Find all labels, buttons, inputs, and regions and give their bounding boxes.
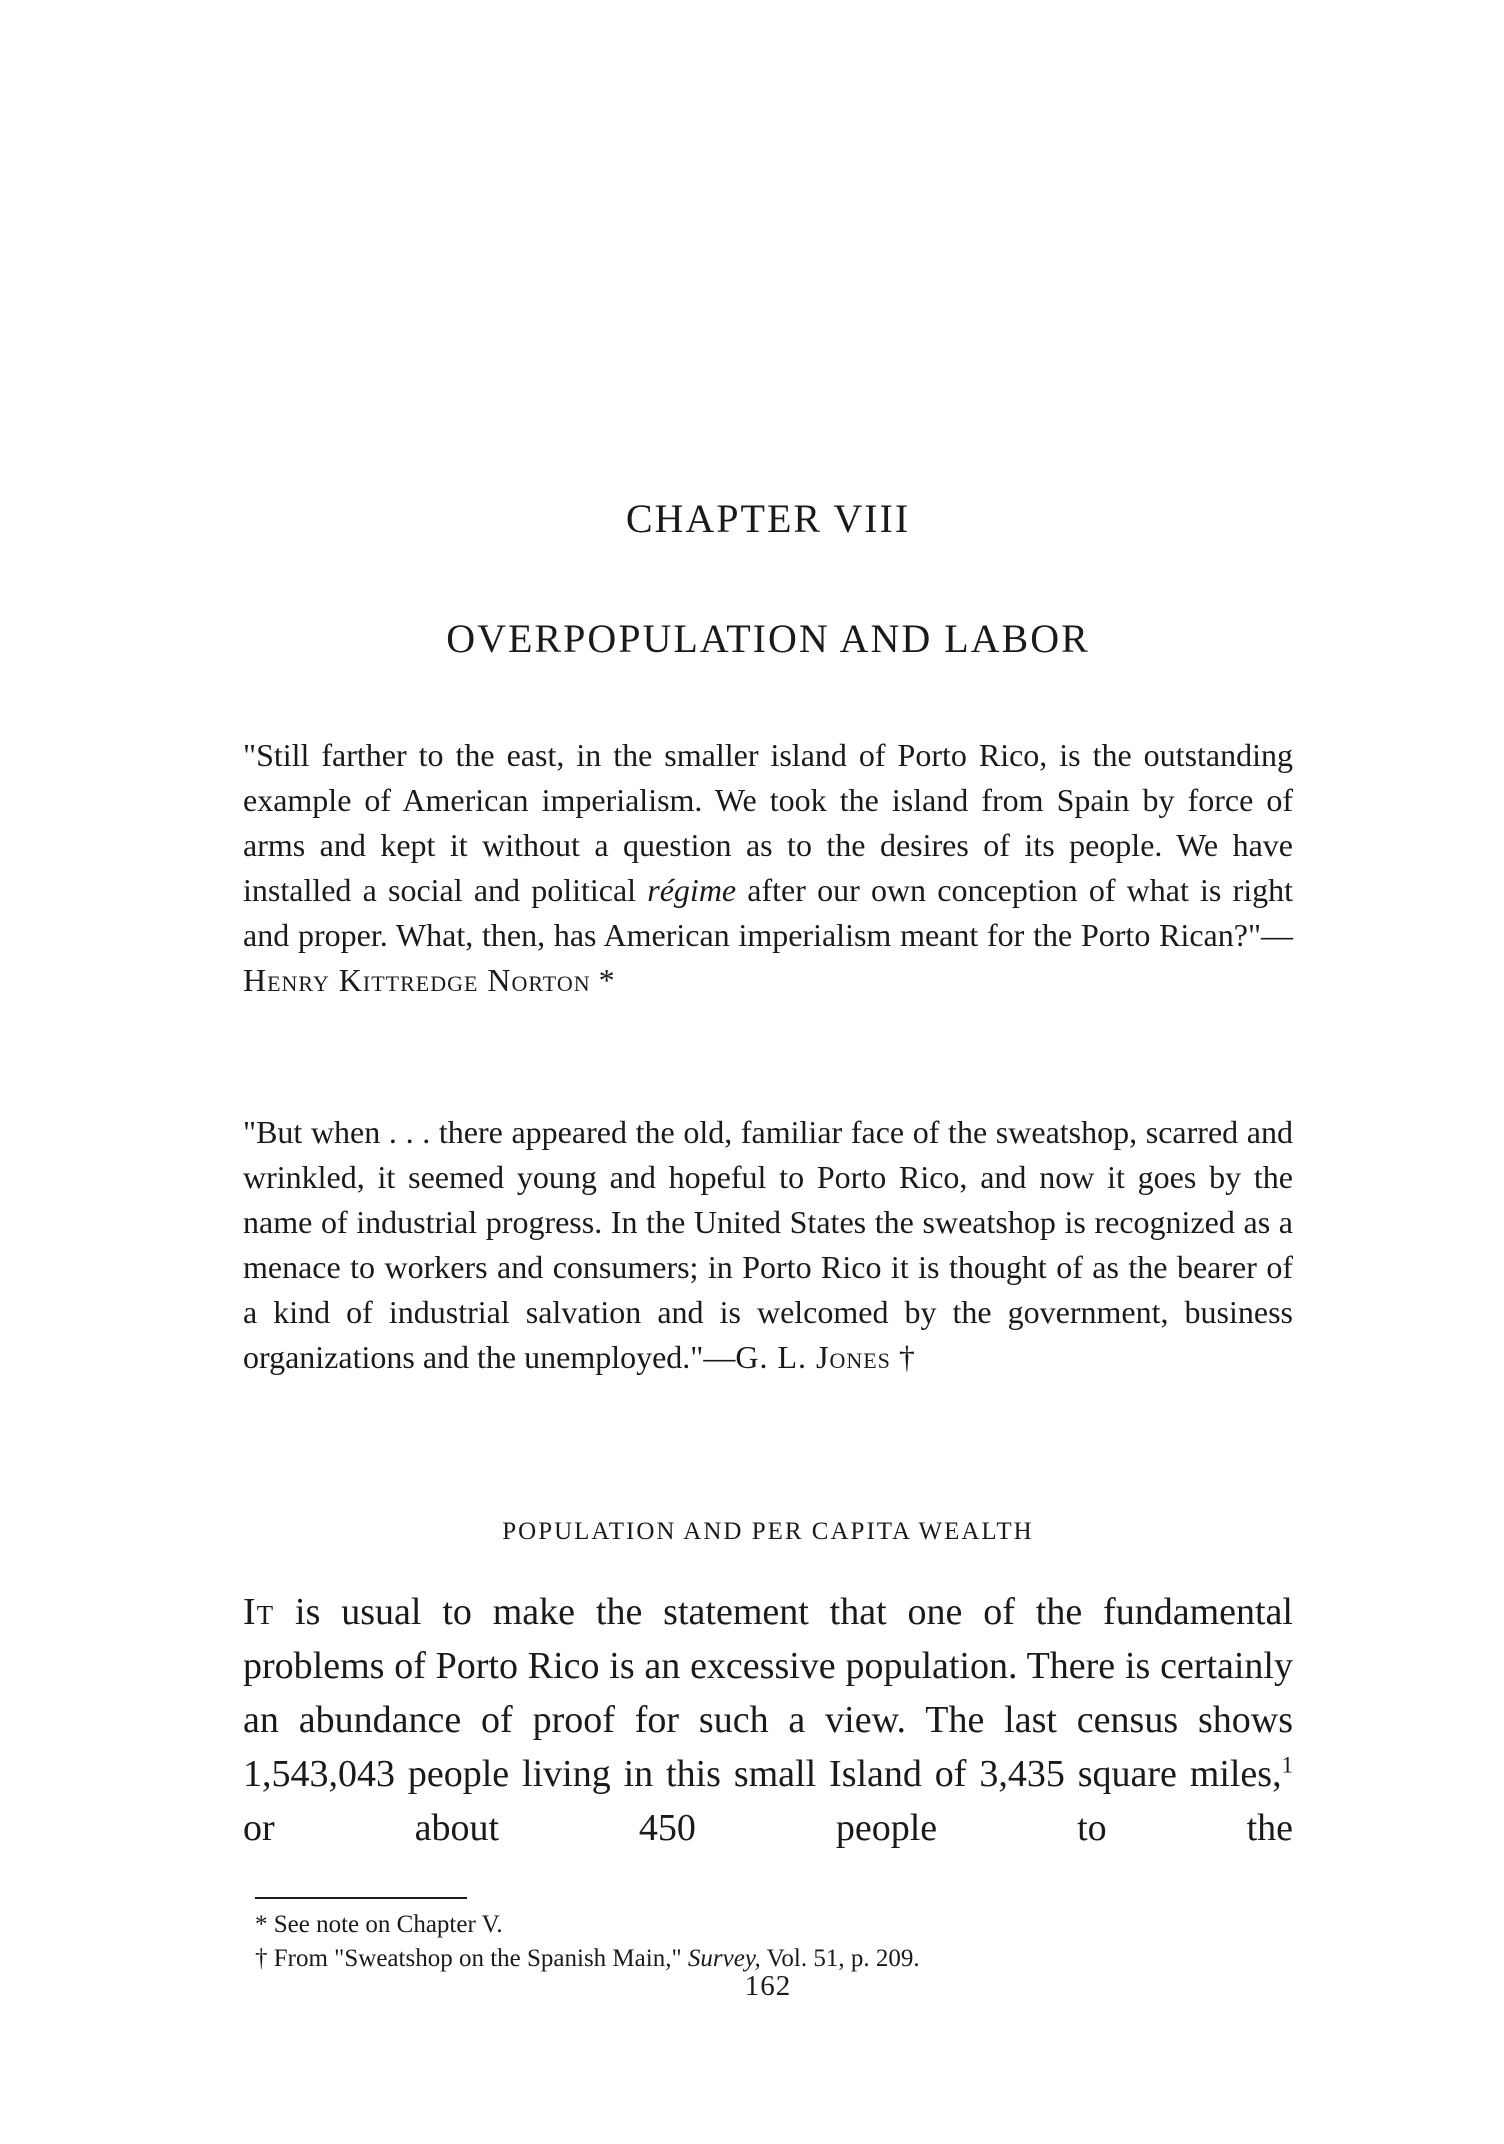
- section-heading: POPULATION AND PER CAPITA WEALTH: [502, 1518, 1034, 1545]
- body-text: or about 450 people to the: [243, 1807, 1293, 1849]
- footnote-marker: †: [890, 1339, 915, 1375]
- epigraph-text: "But when . . . there appeared the old, familiar face of the sweatshop, scarred and wrinkled, it seemed young and hopeful to Porto Rico, and now it goes by the name of industrial progress. In the United States the sweatshop is recognized as a menace to workers and consumers; in Porto Rico it is thought of as the bearer of a kind of industrial salvation and is welcomed by the government, business organizations and the unemployed."—: [243, 1114, 1293, 1375]
- footnote-rule: [255, 1897, 467, 1899]
- epigraph-text: after our own conception of what is right and proper. What, then, has American imperialism meant for the Porto Rican?"—: [243, 872, 1294, 953]
- chapter-title: OVERPOPULATION AND LABOR: [446, 616, 1090, 661]
- footnote-marker: *: [590, 962, 615, 998]
- footnote-text: † From "Sweatshop on the Spanish Main,": [255, 1945, 688, 1972]
- page-number: 162: [744, 1970, 792, 2002]
- epigraph-author: Henry Kittredge Norton: [243, 962, 591, 998]
- lead-word: It: [243, 1591, 275, 1633]
- epigraph-jones: [243, 1110, 1293, 1380]
- body-paragraph: [243, 1585, 1293, 1855]
- footnote-star: * See note on Chapter V.: [255, 1911, 503, 1938]
- footnote-italic: Survey,: [687, 1945, 761, 1972]
- chapter-number: CHAPTER VIII: [625, 496, 911, 541]
- epigraph-italic: régime: [647, 872, 737, 908]
- epigraph-author: G. L. Jones: [735, 1339, 891, 1375]
- footnotes: [255, 1908, 1295, 1976]
- epigraph-norton: [243, 733, 1293, 1003]
- epigraph-text: "Still farther to the east, in the smaller island of Porto Rico, is the outstanding example of American imperialism. We took the island from Spain by force of arms and kept it without a question as to the desires of its people. We have installed a social and political: [243, 737, 1293, 908]
- body-text: is usual to make the statement that one of the fundamental problems of Porto Rico is an excessive population. There is certainly an abundance of proof for such a view. The last census shows 1,543,043 people living in this small Island of 3,435 square miles,: [243, 1591, 1293, 1795]
- footnote-text: Vol. 51, p. 209.: [760, 1945, 920, 1972]
- note-reference: 1: [1281, 1752, 1293, 1778]
